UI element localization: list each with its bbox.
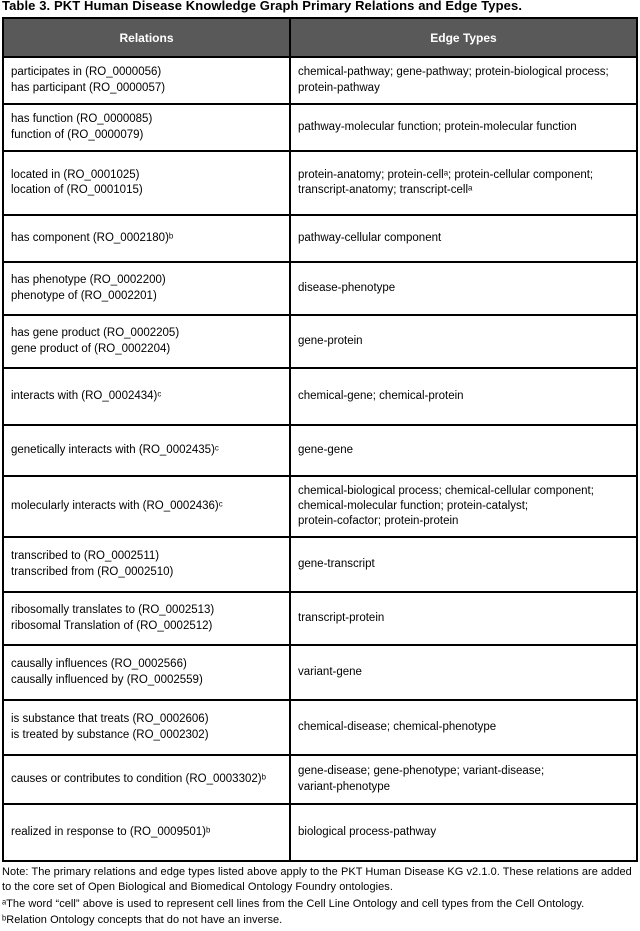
edge-type-line: chemical-biological process; chemical-cellular component;: [298, 484, 594, 497]
relation-line: transcribed to (RO_0002511): [11, 550, 160, 563]
edge-types-cell: [290, 476, 637, 537]
edge-types-cell: [290, 425, 637, 476]
relations-cell: [3, 476, 290, 537]
relation-line: location of (RO_0001015): [11, 184, 143, 196]
edge-types-cell: [290, 104, 637, 151]
edge-type-line: chemical-gene; chemical-protein: [298, 389, 464, 402]
relation-line: causally influences (RO_0002566): [11, 658, 187, 671]
edge-type-line: pathway-cellular component: [298, 231, 442, 244]
relation-line: participates in (RO_0000056): [11, 66, 162, 79]
relations-cell: [3, 151, 290, 215]
edge-type-line: biological process-pathway: [298, 825, 437, 838]
edge-types-cell: [290, 592, 637, 645]
edge-type-line: gene-gene: [298, 443, 353, 456]
relations-cell: [3, 804, 290, 861]
relations-edge-types-table: [2, 17, 638, 862]
relations-cell: [3, 368, 290, 425]
relations-cell: [3, 425, 290, 476]
table-row: [3, 315, 637, 368]
edge-type-line: chemical-disease; chemical-phenotype: [298, 720, 497, 733]
edge-types-cell: [290, 315, 637, 368]
relations-cell: [3, 755, 290, 804]
column-header-edge-types: Edge Types: [290, 18, 637, 57]
table-notes: [0, 862, 640, 929]
relation-line: ribosomally translates to (RO_0002513): [11, 604, 215, 617]
relation-line: interacts with (RO_0002434)ᶜ: [11, 389, 162, 402]
table-row: [3, 57, 637, 104]
table-row: [3, 755, 637, 804]
relation-line: has gene product (RO_0002205): [11, 327, 180, 340]
table-row: [3, 104, 637, 151]
relations-cell: [3, 315, 290, 368]
table-row: [3, 151, 637, 215]
relation-line: located in (RO_0001025): [11, 168, 140, 181]
edge-types-cell: [290, 151, 637, 215]
table-row: [3, 592, 637, 645]
edge-type-line: disease-phenotype: [298, 281, 396, 294]
table-title: Table 3. PKT Human Disease Knowledge Graph Primary Relations and Edge Types.: [2, 0, 523, 13]
relation-line: is treated by substance (RO_0002302): [11, 728, 209, 741]
relation-line: realized in response to (RO_0009501)ᵇ: [11, 825, 211, 838]
edge-types-cell: [290, 700, 637, 755]
relations-cell: [3, 592, 290, 645]
edge-types-cell: [290, 368, 637, 425]
table-row: [3, 262, 637, 315]
table-body: [3, 57, 637, 861]
table-footnote: ᵇRelation Ontology concepts that do not have an inverse.: [2, 914, 283, 927]
table-row: [3, 645, 637, 700]
edge-type-line: protein-cofactor; protein-protein: [298, 515, 459, 528]
edge-type-line: pathway-molecular function; protein-molecular function: [298, 120, 577, 133]
edge-type-line: gene-protein: [298, 334, 363, 347]
relation-line: has function (RO_0000085): [11, 113, 153, 126]
edge-types-cell: [290, 537, 637, 592]
edge-type-line: variant-gene: [298, 665, 362, 678]
table-row: [3, 425, 637, 476]
relation-line: function of (RO_0000079): [11, 128, 144, 141]
table-footnote: ᵃThe word “cell” above is used to represent cell lines from the Cell Line Ontology and cell types from the Cell Ontology.: [2, 897, 585, 910]
relation-line: is substance that treats (RO_0002606): [11, 713, 209, 726]
edge-types-cell: [290, 804, 637, 861]
relation-line: gene product of (RO_0002204): [11, 342, 171, 355]
edge-type-line: protein-pathway: [298, 81, 380, 94]
edge-types-cell: [290, 755, 637, 804]
edge-type-line: gene-disease; gene-phenotype; variant-disease;: [298, 765, 545, 778]
table-row: [3, 700, 637, 755]
relations-cell: [3, 700, 290, 755]
relations-cell: [3, 104, 290, 151]
edge-type-line: protein-anatomy; protein-cellᵃ; protein-cellular component;: [298, 168, 594, 181]
relations-cell: [3, 262, 290, 315]
relations-cell: [3, 537, 290, 592]
table-row: [3, 537, 637, 592]
relation-line: causally influenced by (RO_0002559): [11, 673, 203, 686]
edge-type-line: variant-phenotype: [298, 780, 391, 793]
relation-line: transcribed from (RO_0002510): [11, 565, 174, 578]
relations-cell: [3, 57, 290, 104]
edge-type-line: chemical-pathway; gene-pathway; protein-biological process;: [298, 66, 609, 79]
relation-line: phenotype of (RO_0002201): [11, 289, 157, 302]
edge-type-line: transcript-anatomy; transcript-cellᵃ: [298, 184, 473, 196]
table-row: [3, 215, 637, 262]
relations-cell: [3, 215, 290, 262]
table-row: [3, 804, 637, 861]
relation-line: has participant (RO_0000057): [11, 81, 166, 94]
relation-line: has component (RO_0002180)ᵇ: [11, 231, 174, 244]
edge-type-line: chemical-molecular function; protein-catalyst;: [298, 499, 529, 512]
relation-line: molecularly interacts with (RO_0002436)ᶜ: [11, 499, 223, 512]
relation-line: causes or contributes to condition (RO_0003302)ᵇ: [11, 772, 266, 785]
edge-type-line: gene-transcript: [298, 557, 375, 570]
relation-line: ribosomal Translation of (RO_0002512): [11, 619, 213, 632]
table-row: [3, 368, 637, 425]
relation-line: has phenotype (RO_0002200): [11, 274, 166, 287]
table-note: Note: The primary relations and edge types listed above apply to the PKT Human Disease KG v2.1.0. These relations are added to the core set of Open Biological and Biomedical Ontology Foundry ontologies.: [2, 866, 632, 894]
header-row: [3, 18, 637, 57]
edge-types-cell: [290, 215, 637, 262]
edge-types-cell: [290, 57, 637, 104]
column-header-relations: Relations: [3, 18, 290, 57]
table-header: [3, 18, 637, 57]
edge-types-cell: [290, 645, 637, 700]
edge-type-line: transcript-protein: [298, 611, 385, 624]
relations-cell: [3, 645, 290, 700]
edge-types-cell: [290, 262, 637, 315]
table-row: [3, 476, 637, 537]
relation-line: genetically interacts with (RO_0002435)ᶜ: [11, 443, 219, 456]
